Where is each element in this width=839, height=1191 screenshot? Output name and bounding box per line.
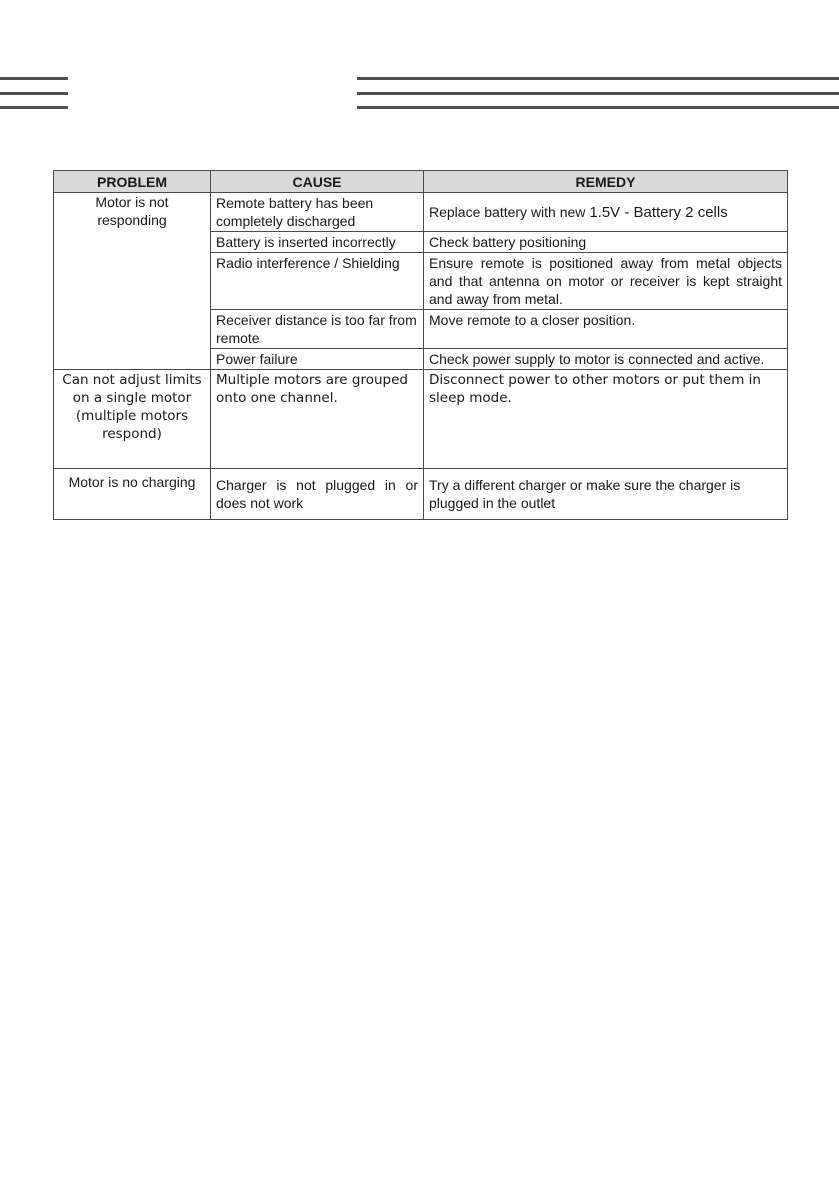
cause-cell: Multiple motors are grouped onto one channel. bbox=[211, 370, 424, 469]
problem-cell: Motor is no charging bbox=[54, 469, 211, 520]
table-header-row bbox=[54, 171, 788, 193]
header-rule-right-middle bbox=[357, 92, 839, 95]
remedy-battery-spec: 1.5V - Battery 2 cells bbox=[589, 203, 728, 221]
problem-cell: Motor is not responding bbox=[54, 193, 211, 370]
cause-cell: Battery is inserted incorrectly bbox=[211, 232, 424, 253]
header-rule-right-bottom bbox=[357, 106, 839, 109]
table-row bbox=[54, 193, 788, 232]
remedy-text: Replace battery with new bbox=[429, 203, 590, 220]
remedy-header: REMEDY bbox=[424, 171, 788, 193]
remedy-cell: Disconnect power to other motors or put them in sleep mode. bbox=[424, 370, 788, 469]
header-rule-left-middle bbox=[0, 92, 68, 95]
problem-cell: Can not adjust limits on a single motor (multiple motors respond) bbox=[54, 370, 211, 469]
table-row bbox=[54, 370, 788, 469]
header-rule-right-top bbox=[357, 77, 839, 80]
cause-cell: Receiver distance is too far from remote bbox=[211, 310, 424, 349]
remedy-cell: Try a different charger or make sure the charger is plugged in the outlet bbox=[424, 469, 788, 520]
remedy-cell: Check battery positioning bbox=[424, 232, 788, 253]
table-row bbox=[54, 469, 788, 520]
cause-cell: Power failure bbox=[211, 349, 424, 370]
remedy-cell: Move remote to a closer position. bbox=[424, 310, 788, 349]
remedy-cell: Ensure remote is positioned away from metal objects and that antenna on motor or receiver is kept straight and away from metal. bbox=[424, 253, 788, 310]
remedy-cell bbox=[424, 193, 788, 232]
problem-header: PROBLEM bbox=[54, 171, 211, 193]
cause-header: CAUSE bbox=[211, 171, 424, 193]
header-rule-left-bottom bbox=[0, 106, 68, 109]
remedy-cell: Check power supply to motor is connected and active. bbox=[424, 349, 788, 370]
troubleshooting-table bbox=[53, 170, 788, 520]
cause-cell: Charger is not plugged in or does not work bbox=[211, 469, 424, 520]
cause-cell: Remote battery has been completely discharged bbox=[211, 193, 424, 232]
cause-cell: Radio interference / Shielding bbox=[211, 253, 424, 310]
header-rule-left-top bbox=[0, 77, 68, 80]
